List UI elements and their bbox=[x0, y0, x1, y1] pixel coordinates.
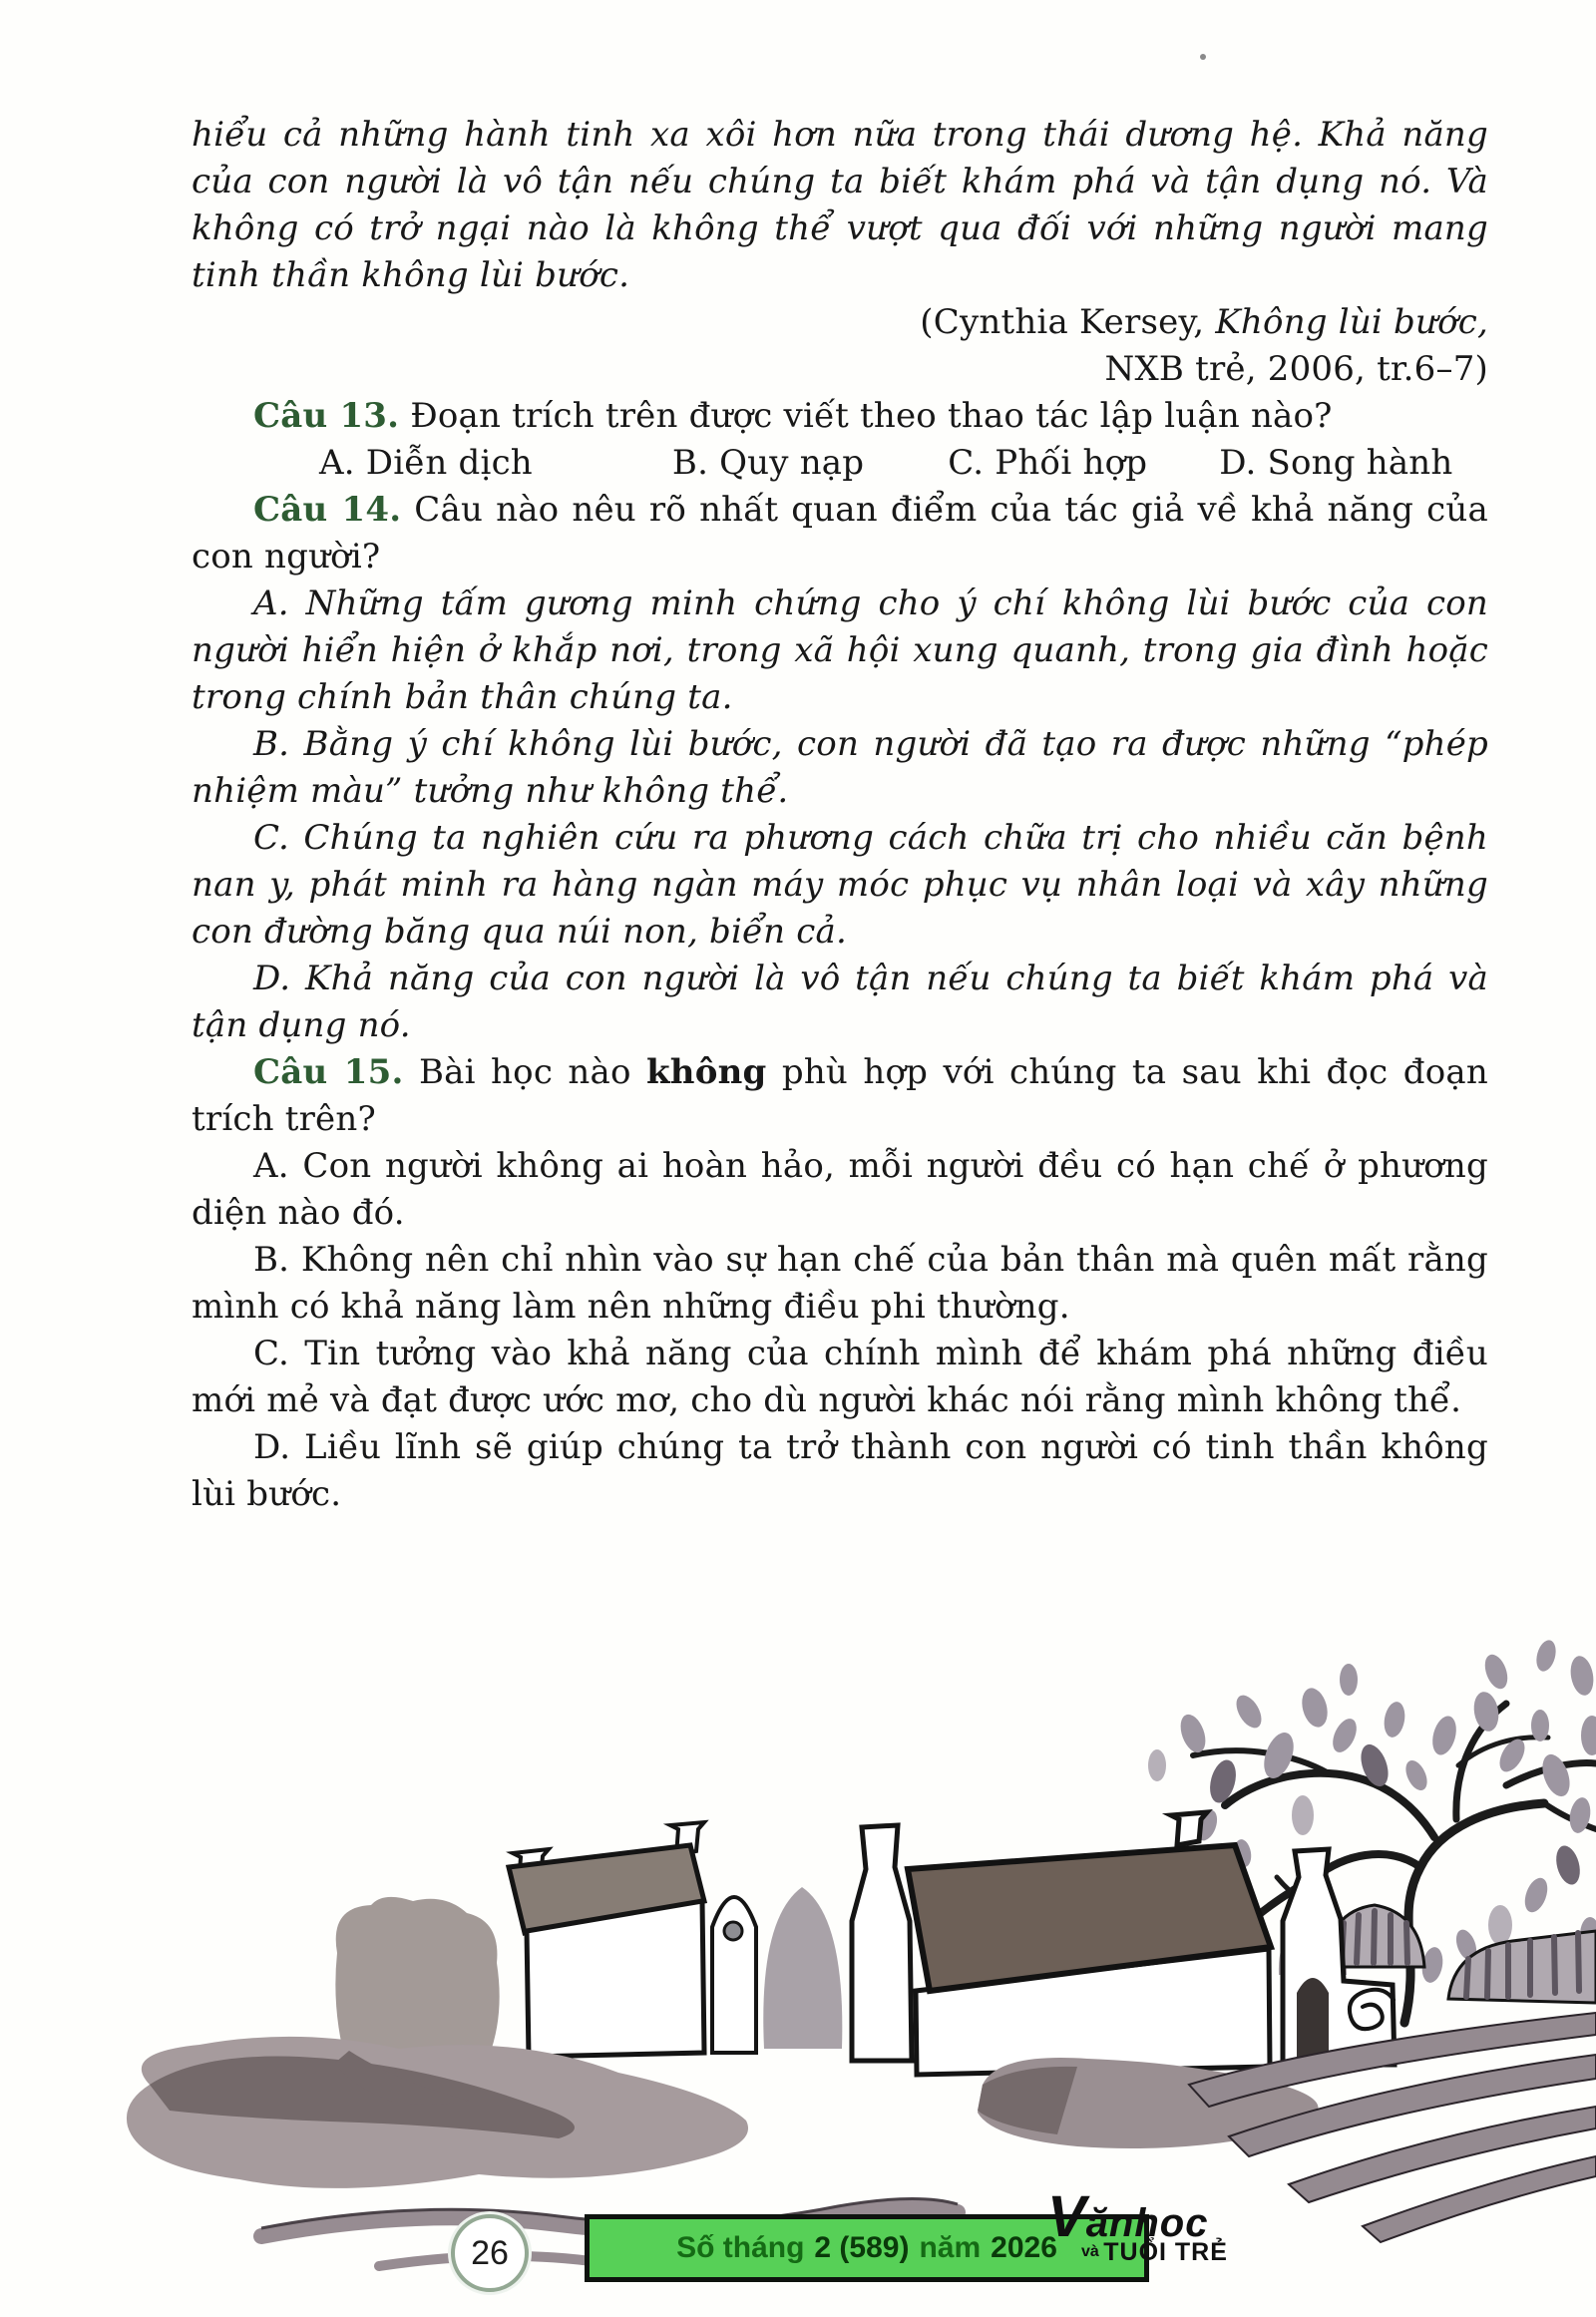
question-13-label: Câu 13. bbox=[253, 396, 400, 436]
question-14-label: Câu 14. bbox=[253, 490, 402, 530]
citation-title: Không lùi bước, bbox=[1215, 302, 1488, 342]
option-14-c: C. Chúng ta nghiên cứu ra phương cách chữa trị cho nhiều căn bệnh nan y, phát minh ra hàng ngàn máy móc phục vụ nhân loại và xây những con đường băng qua núi non, biển cả. bbox=[192, 818, 1488, 952]
option-15-b: B. Không nên chỉ nhìn vào sự hạn chế của bản thân mà quên mất rằng mình có khả năng làm nên những điều phi thường. bbox=[192, 1240, 1488, 1327]
citation-line-2: NXB trẻ, 2006, tr.6–7) bbox=[1104, 349, 1488, 389]
logo-title: TUỔI TRẺ bbox=[1103, 2238, 1228, 2266]
magazine-logo bbox=[1047, 2184, 1247, 2266]
option-15-c: C. Tin tưởng vào khả năng của chính mình để khám phá những điều mới mẻ và đạt được ước mơ, cho dù người khác nói rằng mình không thể. bbox=[192, 1334, 1488, 1420]
option-13-b: B. Quy nạp bbox=[671, 443, 865, 483]
question-15-label: Câu 15. bbox=[253, 1052, 404, 1092]
question-15-text-before: Bài học nào bbox=[403, 1052, 647, 1092]
logo-initial: V bbox=[1047, 2184, 1086, 2249]
option-14-b: B. Bằng ý chí không lùi bước, con người đã tạo ra được những “phép nhiệm màu” tưởng như không thể. bbox=[192, 724, 1488, 811]
banner-year: 2026 bbox=[991, 2231, 1057, 2264]
logo-rest: ănhoc bbox=[1085, 2201, 1209, 2245]
print-artifact-dot bbox=[1200, 54, 1206, 60]
passage-continuation: hiểu cả những hành tinh xa xôi hơn nữa trong thái dương hệ. Khả năng của con người là vô tận nếu chúng ta biết khám phá và tận dụng nó. Và không có trở ngại nào là không thể vượt qua đối với những người mang tinh thần không lùi bước. bbox=[192, 115, 1488, 295]
question-13-options bbox=[192, 440, 1488, 487]
option-13-a: A. Diễn dịch bbox=[319, 443, 533, 483]
logo-line2 bbox=[1081, 2240, 1247, 2265]
banner-mid: năm bbox=[919, 2231, 982, 2264]
option-13-d: D. Song hành bbox=[1219, 443, 1453, 483]
question-14 bbox=[192, 487, 1488, 580]
question-14-text: Câu nào nêu rõ nhất quan điểm của tác giả về khả năng của con người? bbox=[192, 490, 1488, 577]
question-15-text-after: phù hợp với chúng ta sau khi đọc đoạn trích trên? bbox=[192, 1052, 1488, 1139]
option-13-c: C. Phối hợp bbox=[948, 443, 1148, 483]
option-15-a: A. Con người không ai hoàn hảo, mỗi người đều có hạn chế ở phương diện nào đó. bbox=[192, 1146, 1488, 1233]
logo-small-word: và bbox=[1081, 2243, 1099, 2260]
citation-author: (Cynthia Kersey, bbox=[920, 302, 1216, 342]
page-number: 26 bbox=[471, 2233, 509, 2272]
option-14-a: A. Những tấm gương minh chứng cho ý chí không lùi bước của con người hiển hiện ở khắp nơi, trong xã hội xung quanh, trong gia đình hoặc trong chính bản thân chúng ta. bbox=[192, 583, 1488, 717]
option-15-d: D. Liều lĩnh sẽ giúp chúng ta trở thành con người có tinh thần không lùi bước. bbox=[192, 1427, 1488, 1514]
citation-line-1 bbox=[192, 299, 1488, 346]
option-14-d: D. Khả năng của con người là vô tận nếu chúng ta biết khám phá và tận dụng nó. bbox=[192, 959, 1488, 1045]
question-13-text: Đoạn trích trên được viết theo thao tác lập luận nào? bbox=[399, 396, 1333, 436]
page-number-badge bbox=[451, 2214, 529, 2292]
banner-prefix: Số tháng bbox=[676, 2231, 805, 2264]
question-13 bbox=[192, 393, 1488, 440]
reading-passage-block bbox=[192, 112, 1488, 1518]
question-15-bold-word: không bbox=[646, 1052, 767, 1092]
question-15 bbox=[192, 1049, 1488, 1143]
banner-issue: 2 (589) bbox=[814, 2231, 910, 2264]
village-illustration bbox=[0, 1616, 1596, 2274]
